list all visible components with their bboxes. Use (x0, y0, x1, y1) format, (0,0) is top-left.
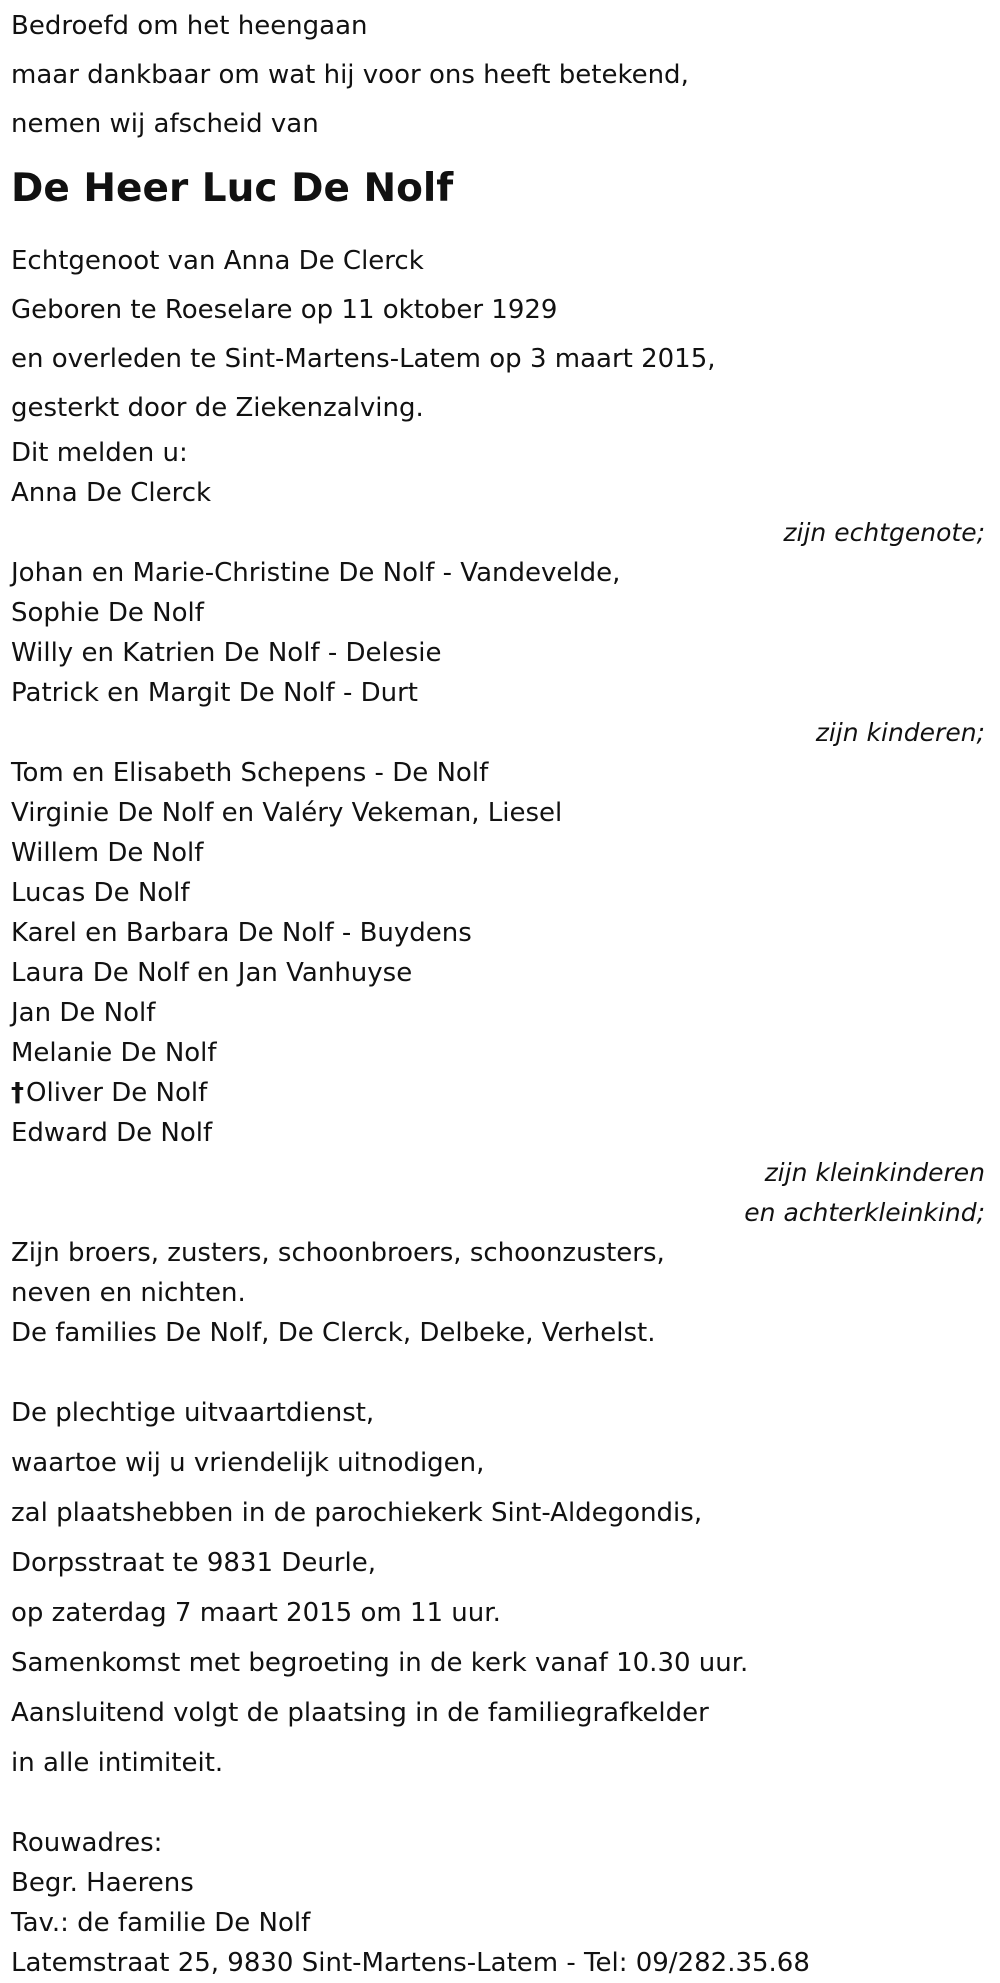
cross-icon: † (11, 1078, 24, 1108)
service-line: in alle intimiteit. (11, 1748, 224, 1778)
bio-line: gesterkt door de Ziekenzalving. (11, 393, 424, 423)
grandchild-line: Jan De Nolf (11, 998, 156, 1028)
children-role: zijn kinderen; (815, 718, 985, 747)
address-line: Tav.: de familie De Nolf (11, 1908, 311, 1938)
grandchildren-role: zijn kleinkinderen (764, 1158, 985, 1187)
child-line: Willy en Katrien De Nolf - Delesie (11, 638, 442, 668)
grandchild-line: Tom en Elisabeth Schepens - De Nolf (11, 758, 489, 788)
child-line: Johan en Marie-Christine De Nolf - Vandevelde, (11, 558, 621, 588)
great-grandchild-role: en achterkleinkind; (744, 1198, 985, 1227)
child-line: Sophie De Nolf (11, 598, 204, 628)
announce-label: Dit melden u: (11, 438, 188, 468)
deceased-name: De Heer Luc De Nolf (11, 166, 454, 211)
grandchild-line-deceased (11, 1073, 989, 1113)
intro-line: Bedroefd om het heengaan (11, 11, 368, 41)
address-line: Latemstraat 25, 9830 Sint-Martens-Latem - Tel: 09/282.35.68 (11, 1948, 810, 1978)
intro-line: maar dankbaar om wat hij voor ons heeft betekend, (11, 60, 689, 90)
address-line: Rouwadres: (11, 1828, 163, 1858)
service-line: Aansluitend volgt de plaatsing in de familiegrafkelder (11, 1698, 709, 1728)
service-line: De plechtige uitvaartdienst, (11, 1398, 375, 1428)
address-section (11, 1823, 989, 1983)
bio-line: en overleden te Sint-Martens-Latem op 3 maart 2015, (11, 344, 716, 374)
bio-line: Echtgenoot van Anna De Clerck (11, 246, 424, 276)
grandchild-line: Lucas De Nolf (11, 878, 190, 908)
service-line: Samenkomst met begroeting in de kerk vanaf 10.30 uur. (11, 1648, 749, 1678)
relatives-section (11, 433, 989, 1353)
grandchild-line: Virginie De Nolf en Valéry Vekeman, Liesel (11, 798, 563, 828)
spouse-role: zijn echtgenote; (783, 518, 985, 547)
grandchild-line: Karel en Barbara De Nolf - Buydens (11, 918, 472, 948)
service-line: op zaterdag 7 maart 2015 om 11 uur. (11, 1598, 501, 1628)
grandchild-line: Edward De Nolf (11, 1118, 213, 1148)
service-line: zal plaatshebben in de parochiekerk Sint-Aldegondis, (11, 1498, 703, 1528)
family-line: De families De Nolf, De Clerck, Delbeke, Verhelst. (11, 1318, 656, 1348)
bio-section (11, 237, 989, 433)
service-section (11, 1388, 989, 1788)
child-line: Patrick en Margit De Nolf - Durt (11, 678, 418, 708)
service-line: Dorpsstraat te 9831 Deurle, (11, 1548, 376, 1578)
bio-line: Geboren te Roeselare op 11 oktober 1929 (11, 295, 558, 325)
obituary-notice (11, 0, 989, 1983)
intro-section (11, 2, 989, 149)
intro-line: nemen wij afscheid van (11, 109, 319, 139)
family-line: Zijn broers, zusters, schoonbroers, schoonzusters, (11, 1238, 665, 1268)
grandchild-line: Laura De Nolf en Jan Vanhuyse (11, 958, 413, 988)
grandchild-line: Melanie De Nolf (11, 1038, 217, 1068)
address-line: Begr. Haerens (11, 1868, 194, 1898)
grandchild-line: Willem De Nolf (11, 838, 204, 868)
deceased-grandchild-name: Oliver De Nolf (26, 1078, 208, 1108)
service-line: waartoe wij u vriendelijk uitnodigen, (11, 1448, 485, 1478)
spouse-name: Anna De Clerck (11, 478, 212, 508)
family-line: neven en nichten. (11, 1278, 246, 1308)
